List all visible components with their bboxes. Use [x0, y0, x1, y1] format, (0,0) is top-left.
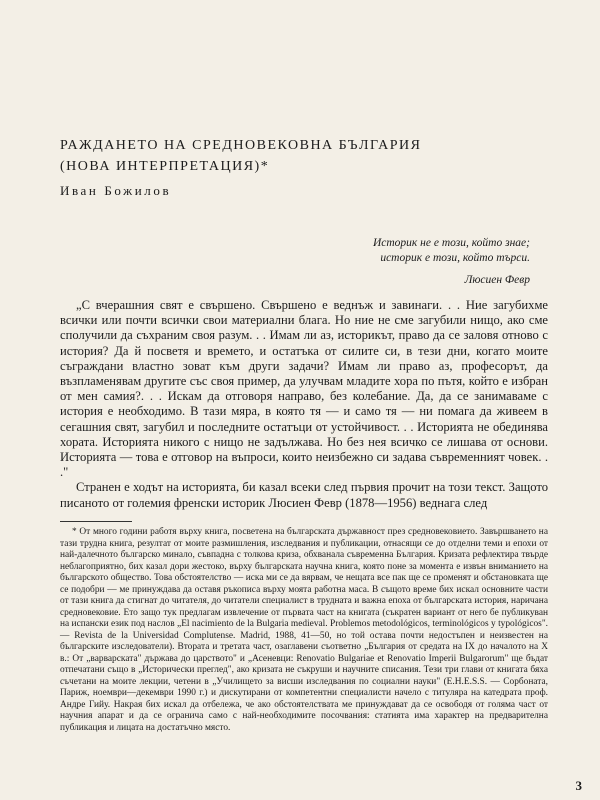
article-title-line-2: (НОВА ИНТЕРПРЕТАЦИЯ)* [60, 159, 270, 174]
body-paragraph-1: „С вчерашния свят е свършено. Свършено е веднъж и завинаги. . . Ние загубихме всички или почти всички свои материални блага. Но ние не сме загубили нищо, ако сме сполучили да съхраним своя разум. . . Имам ли аз, историкът, право да се заловя отново с история? Да й посветя и времето, и остатъка от силите си, в тези дни, когато моите съграждани властно зоват към други задачи? Имам ли право аз, професорът, да възпламенявам другите със своя пример, да улучвам младите хора по пътя, който е избран от мен самия?. . . Искам да отговоря направо, без колебание. Да, да се занимаваме с история е необходимо. В тази мяра, в която тя — и само тя — ни помага да живеем в сегашния свят, загубил и последните остатъци от устойчивост. . . Историята не обединява хората. Историята никого с нищо не задължава. Но без нея всичко се лишава от основи. Историята — това е отговор на въпроси, които неизбежно си задава съвременният човек. . ." [60, 298, 548, 480]
epigraph-author: Люсиен Февр [464, 274, 530, 286]
footnote-divider [60, 521, 132, 522]
footnote-text: * От много години работя върху книга, посветена на българската държавност през средновековието. Завършването на тази трудна книга, резултат от моите размишления, изследвания и публикации, отнасящи се до отделни теми и епохи от най-далечното българско минало, съвпадна с толкова криза, обхванала съвременна България. Кризата рефлектира твърде неблагоприятно, бих казал дори жестоко, върху българската научна книга, която поне за момента е извън вниманието на българското общество. Това обстоятелство — иска ми се да вярвам, че нещата все пак ще се променят и обстановката ще се подобри — ме принуждава да оставя ръкописа върху моята работна маса. В същото време бих искал основните части от тази книга да стигнат до читателя, до читатели специалист в трудната и важна епоха от българската история, наричана средновековие. Ето защо тук предлагам извлечение от първата част на книгата (съкратен вариант от него бе публикуван на испански език под наслов „El nacimiento de la Bulgaria medieval. Problemos metodológicos, terminológicos y typológicos". — Revista de la Universidad Complutense. Madrid, 1988, 41—50, но той остава почти недостъпен и неизвестен на българските изследователи). Втората и третата част, озаглавени съответно „България от средата на IX до началото на X в.: От „варварската" държава до царството" и „Асеневци: Renovatio Bulgariae et Renovatio Imperii Bulgarorum" ще бъдат отпечатани също в „Исторически преглед", ако кризата не съкруши и научните списания. Тези три глави от книгата бяха съчетани на моите лекции, четени в „Училището за висши изследвания по социални науки" (E.H.E.S.S. — Сорбоната, Париж, ноември—декември 1990 г.) и дискутирани от компетентни специалисти начело с титуляра на катедрата проф. Андре Гийу. Накрая бих искал да отбележа, че ако обстоятелствата ме принуждават да се освободя от голяма част от научния апарат и да се огранича само с най-необходимите посочвания: статията има характер на предварителна публикация и лицата на достатъчно място. [60, 527, 548, 733]
article-author: Иван Божилов [60, 183, 172, 198]
epigraph-line-2: историк е този, който търси. [380, 252, 530, 264]
page-number: 3 [575, 778, 582, 793]
epigraph-line-1: Историк не е този, който знае; [372, 237, 530, 249]
article-title-line-1: РАЖДАНЕТО НА СРЕДНОВЕКОВНА БЪЛГАРИЯ [60, 138, 422, 153]
footnote [60, 527, 548, 734]
article-title [60, 135, 540, 177]
epigraph [230, 236, 530, 288]
body-text [60, 298, 548, 511]
body-paragraph-2: Странен е ходът на историята, би казал всеки след първия прочит на този текст. Защото писаното от големия френски историк Люсиен Февр (1878—1956) веднага след [60, 480, 548, 510]
